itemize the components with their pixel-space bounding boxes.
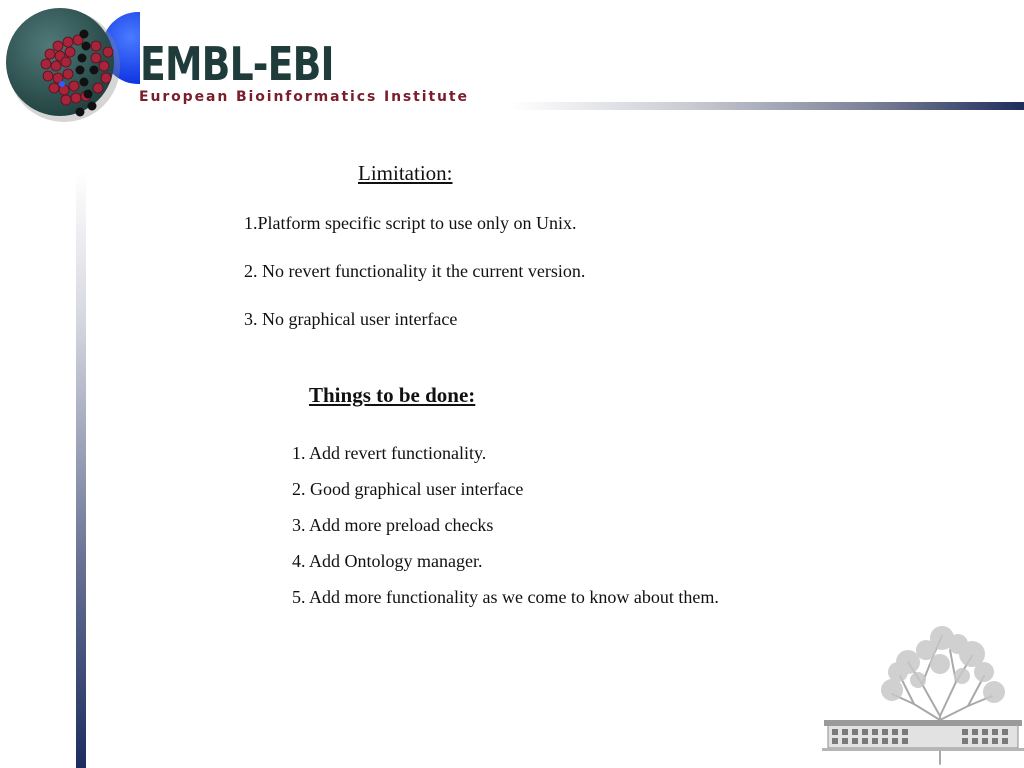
tree-building-illustration-icon (822, 624, 1024, 768)
header-divider (510, 102, 1024, 110)
limitations-heading: Limitation: (358, 161, 453, 185)
limitation-item: 2. No revert functionality it the current version. (244, 261, 586, 281)
limitation-item: 1.Platform specific script to use only on Unix. (244, 213, 577, 233)
org-subtitle: European Bioinformatics Institute (139, 89, 469, 105)
todo-item: 4. Add Ontology manager. (292, 551, 483, 571)
todo-item: 5. Add more functionality as we come to know about them. (292, 587, 719, 607)
todo-item: 2. Good graphical user interface (292, 479, 524, 499)
left-accent-bar (76, 170, 86, 768)
header (0, 0, 530, 130)
limitation-item: 3. No graphical user interface (244, 309, 458, 329)
todo-item: 1. Add revert functionality. (292, 443, 487, 463)
todo-item: 3. Add more preload checks (292, 515, 494, 535)
todo-heading: Things to be done: (309, 383, 476, 407)
embl-ebi-logo-icon (0, 0, 140, 130)
org-name: EMBL-EBI (140, 37, 334, 91)
